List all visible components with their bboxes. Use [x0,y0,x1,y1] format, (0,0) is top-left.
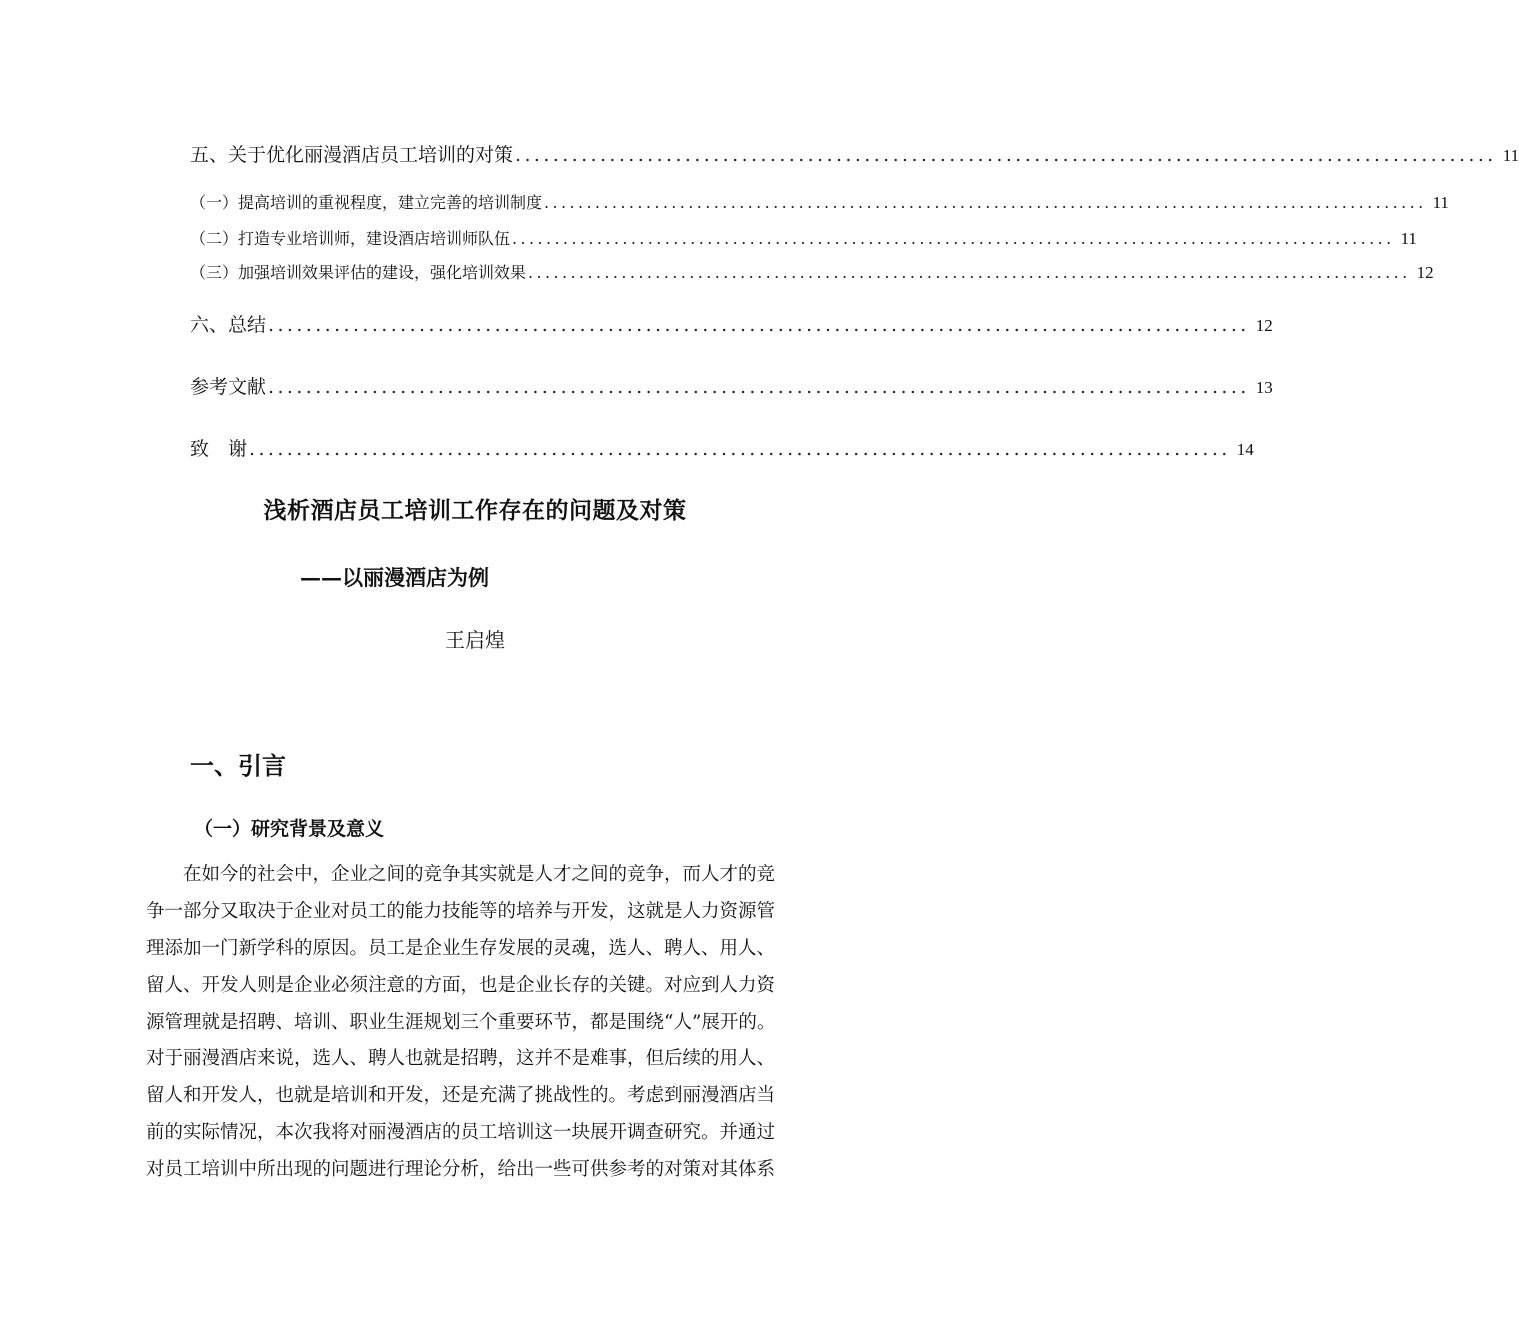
paragraph-line: 源管理就是招聘、培训、职业生涯规划三个重要环节，都是围绕“人”展开的。 [146,1011,776,1033]
paragraph-line: 争一部分又取决于企业对员工的能力技能等的培养与开发，这就是人力资源管 [146,900,776,922]
toc-dot-leader: ........................................................................................................ [249,438,1231,460]
document-subtitle: ——以丽漫酒店为例 [300,565,489,590]
toc-entry-title: （一）提高培训的重视程度，建立完善的培训制度 [190,193,543,212]
paragraph-line: 对于丽漫酒店来说，选人、聘人也就是招聘，这并不是难事，但后续的用人、 [146,1048,776,1070]
toc-entry-title: 六、总结 [190,314,267,336]
document-author: 王启煌 [445,628,505,652]
toc-entry-page: 13 [1255,378,1273,397]
paragraph-line: 前的实际情况，本次我将对丽漫酒店的员工培训这一块展开调查研究。并通过 [146,1122,776,1144]
toc-entry-page: 14 [1236,440,1254,459]
paragraph-line: 在如今的社会中，企业之间的竞争其实就是人才之间的竞争，而人才的竞 [146,864,776,885]
toc-entry-page: 11 [1432,193,1449,212]
toc-dot-leader: ........................................................................................................ [512,229,1395,248]
paragraph-line: 留人和开发人，也就是培训和开发，还是充满了挑战性的。考虑到丽漫酒店当 [146,1085,776,1107]
subsection-heading: （一）研究背景及意义 [194,818,385,840]
toc-entry-page: 12 [1255,316,1273,335]
toc-dot-leader: ........................................................................................................ [515,144,1497,166]
section-heading: 一、引言 [190,751,286,780]
toc-entry-title: 致 谢 [190,438,248,460]
toc-entry-page: 11 [1502,146,1519,165]
toc-entry-page: 11 [1400,229,1417,248]
toc-dot-leader: ........................................................................................................ [528,263,1411,282]
toc-entry-title: 参考文献 [190,376,267,398]
toc-entry[interactable] [190,190,1449,213]
document-title: 浅析酒店员工培训工作存在的问题及对策 [263,497,687,524]
toc-entry-title: 五、关于优化丽漫酒店员工培训的对策 [190,144,514,166]
toc-entry-title: （三）加强培训效果评估的建设，强化培训效果 [190,263,527,282]
toc-entry[interactable] [190,372,1273,399]
toc-dot-leader: ........................................................................................................ [544,193,1427,212]
toc-entry[interactable] [190,434,1254,461]
toc-entry[interactable] [190,260,1434,283]
paragraph-line: 留人、开发人则是企业必须注意的方面，也是企业长存的关键。对应到人力资 [146,974,776,996]
toc-entry[interactable] [190,310,1273,337]
paragraph-line: 理添加一门新学科的原因。员工是企业生存发展的灵魂，选人、聘人、用人、 [146,937,776,959]
toc-dot-leader: ........................................................................................................ [268,376,1250,398]
paragraph-line: 对员工培训中所出现的问题进行理论分析，给出一些可供参考的对策对其体系 [146,1159,776,1181]
toc-entry-page: 12 [1416,263,1434,282]
body-paragraph [146,857,814,1189]
toc-entry[interactable] [190,140,1519,167]
toc-entry[interactable] [190,226,1417,249]
toc-entry-title: （二）打造专业培训师，建设酒店培训师队伍 [190,229,511,248]
toc-dot-leader: ........................................................................................................ [268,314,1250,336]
